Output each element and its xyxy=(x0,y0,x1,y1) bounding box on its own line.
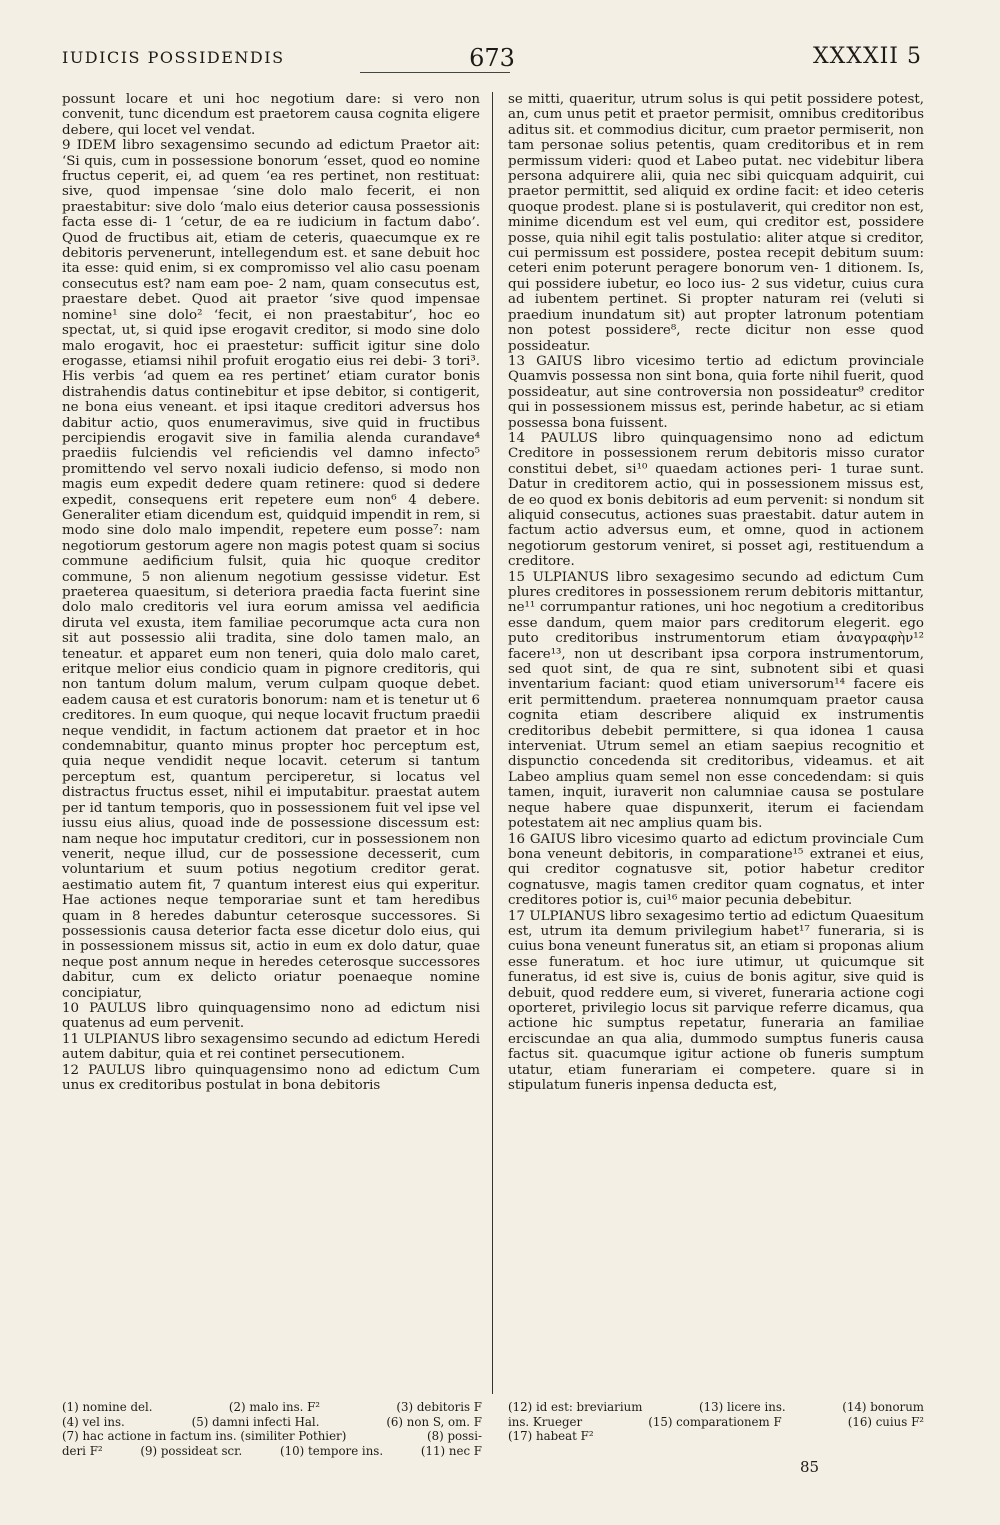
footnote: (6) non S, om. F xyxy=(386,1414,482,1429)
text-paragraph: 11 ULPIANUS libro sexagensimo secundo ad edictum Heredi autem dabitur, quia et rei continet persecutionem. xyxy=(62,1031,480,1063)
text-paragraph: 9 IDEM libro sexagensimo secundo ad edictum Praetor ait: ‘Si quis, cum in possessione bonorum ‘esset, quod eo nomine fructus ceperit, ei, ad quem ‘ea res pertinet, non restituat: sive, quod impensae ‘sine dolo malo fecerit, ei non praestabitur: sive dolo ‘malo eius deterior causa possessionis facta esse di- 1 ‘cetur, de ea re iudicium in factum dabo’. Quod de fructibus ait, etiam de ceteris, quaecumque ex re debitoris pervenerunt, intellegendum est. et sane debuit hoc ita esse: quid enim, si ex compromisso vel alio casu poenam consecutus est? nam eam poe- 2 nam, quam consecutus est, praestare debet. Quod ait praetor ‘sive quod impensae nomine¹ sine dolo² ‘fecit, ei non praestabitur’, hoc eo spectat, ut, si quid ipse erogavit creditor, si modo sine dolo malo erogavit, hoc ei praestetur: sufficit igitur sine dolo erogasse, etiamsi nihil profuit erogatio eius rei debi- 3 tori³. His verbis ‘ad quem ea res pertinet’ etiam curator bonis distrahendis datus continebitur et ipse debitor, si contigerit, ne bona eius veneant. et ipsi itaque creditori adversus hos dabitur actio, quos enumeravimus, sive quid in fructibus percipiendis erogavit sive in familia alenda curandave⁴ praediis fulciendis vel reficiendis vel damno infecto⁵ promittendo vel servo noxali iudicio defenso, si modo non magis eum expedit dedere quam retinere: quod si dedere expedit, consequens erit repetere eum non⁶ 4 debere. Generaliter etiam dicendum est, quidquid impendit in rem, si modo sine dolo malo impendit, repetere eum posse⁷: nam negotiorum gestorum agere non magis potest quam si socius commune aedificium fulsit, quia hic quoque creditor commune, 5 non alienum negotium gessisse videtur. Est praeterea quaesitum, si deteriora praedia facta fuerint sine dolo malo creditoris vel iura eorum amissa vel aedificia diruta vel exusta, item familiae pecorumque acta cura non sit aut possessio alii tradita, sine dolo tamen malo, an teneatur. et apparet eum non teneri, quia dolo malo caret, eritque melior eius condicio quam in pignore creditoris, qui non tantum dolum malum, verum culpam quoque debet. eadem causa et est curatoris bonorum: nam et is tenetur ut 6 creditores. In eum quoque, qui neque locavit fructum praedii neque vendidit, in factum actionem dat praetor et in hoc condemnabitur, quanto minus propter hoc perceptum est, quia neque vendidit neque locavit. ceterum si tantum perceptum est, quantum perciperetur, si locatus vel distractus fructus esset, nihil ei imputabitur. praestat autem per id tantum temporis, quo in possessionem fuit vel ipse vel iussu eius alius, quoad inde de possessione discessum est: nam neque hoc imputatur creditori, cur in possessionem non venerit, neque illud, cur de possessione decesserit, cum voluntarium et suum potius negotium creditor gerat. aestimatio autem fit, 7 quantum interest eius qui experitur. Hae actiones neque temporariae sunt et tam heredibus quam in 8 heredes dabuntur ceterosque successores. Si possessionis causa deterior facta esse dicetur dolo eius, qui in possessionem missus sit, actio in eum ex dolo datur, quae neque post annum neque in heredes ceterosque successores dabitur, cum ex delicto oriatur poenaeque nomine concipiatur, xyxy=(62,138,480,1001)
header-rule xyxy=(360,72,510,73)
text-paragraph: se mitti, quaeritur, utrum solus is qui petit possidere potest, an, cum unus petit et praetor permisit, omnibus creditoribus aditus sit. et commodius dicitur, cum praetor permiserit, non tam personae solius petentis, quam creditoribus et in rem permissum videri: quod et Labeo putat. nec videbitur libera persona adquirere alii, quia nec sibi quicquam adquirit, cui praetor permittit, sed aliquid ex ordine facit: et ideo ceteris quoque prodest. plane si is postulaverit, qui creditor non est, minime dicendum est vel eum, qui creditor est, possidere posse, quia nihil egit talis postulatio: aliter atque si creditor, cui permissum est possidere, postea recepit debitum suum: ceteri enim poterunt peragere bonorum ven- 1 ditionem. Is, qui possidere iubetur, eo loco ius- 2 sus videtur, cuius cura ad iubentem pertinet. Si propter naturam rei (veluti si praedium inundatum sit) aut propter latronum potentiam non potest possidere⁸, recte dicitur non esse quod possideatur. xyxy=(508,92,924,354)
footnote-row xyxy=(62,1400,482,1415)
footnote: (4) vel ins. xyxy=(62,1414,125,1429)
right-column xyxy=(508,92,924,1093)
footnote-row xyxy=(62,1429,482,1444)
footnote: (5) damni infecti Hal. xyxy=(191,1414,320,1429)
footnote: (14) bonorum xyxy=(842,1400,924,1414)
footnote: (1) nomine del. xyxy=(62,1400,153,1414)
footnotes-right xyxy=(508,1400,924,1444)
footnote-row xyxy=(62,1415,482,1430)
footnote: (3) debitoris F xyxy=(396,1400,482,1414)
footnote: (17) habeat F² xyxy=(508,1429,594,1444)
running-title: IUDICIS POSSIDENDIS xyxy=(62,48,285,67)
footnote: (2) malo ins. F² xyxy=(228,1400,321,1414)
text-paragraph: 14 PAULUS libro quinquagensimo nono ad edictum Creditore in possessionem rerum debitoris misso curator constitui debet, si¹⁰ quaedam actiones peri- 1 turae sunt. Datur in creditorem actio, qui in possessionem missus est, de eo quod ex bonis debitoris ad eum pervenit: si nondum sit aliquid consecutus, actiones suas praestabit. datur autem in factum actio adversus eum, et omne, quod in actionem negotiorum gestorum veniret, si posset agi, restituendum a creditore. xyxy=(508,430,924,570)
text-paragraph: 13 GAIUS libro vicesimo tertio ad edictum provinciale Quamvis possessa non sint bona, quia forte nihil fuerit, quod possideatur, aut sine controversia non possideatur⁹ creditor qui in possessionem missus est, perinde habetur, ac si etiam possessa bona fuissent. xyxy=(508,353,924,431)
text-paragraph: 12 PAULUS libro quinquagensimo nono ad edictum Cum unus ex creditoribus postulat in bona debitoris xyxy=(62,1062,480,1093)
footnote: (7) hac actione in factum ins. (similiter Pothier) xyxy=(62,1429,347,1444)
footnote: (13) licere ins. xyxy=(698,1400,786,1414)
footnote: deri F² xyxy=(62,1443,103,1458)
section-reference: XXXXII 5 xyxy=(812,44,922,69)
column-divider xyxy=(492,92,493,1394)
footnote-row xyxy=(508,1429,924,1444)
footnote-row xyxy=(62,1444,482,1459)
printer-signature-mark: 85 xyxy=(800,1458,820,1476)
text-paragraph: 15 ULPIANUS libro sexagesimo secundo ad edictum Cum plures creditores in possessionem rerum debitoris mittantur, ne¹¹ corrumpantur rationes, uni hoc negotium a creditoribus esse dandum, quem maior pars creditorum elegerit. ego puto creditoribus instrumentorum etiam ἀναγραφὴν¹² facere¹³, non ut describant ipsa corpora instrumentorum, sed quot sint, de qua re sint, subnotent sibi et quasi inventarium faciant: quod etiam universorum¹⁴ facere eis erit permittendum. praeterea nonnumquam praetor causa cognita etiam describere aliquid ex instrumentis creditoribus debebit permittere, si qua idonea 1 causa interveniat. Utrum semel an etiam saepius recognitio et dispunctio concedenda sit creditoribus, videamus. et ait Labeo amplius quam semel non esse concedendam: si quis tamen, inquit, iuraverit non calumniae causa se postulare neque habere quae dispunxerit, iterum ei faciendam potestatem ait nec amplius quam bis. xyxy=(508,569,924,832)
text-paragraph: possunt locare et uni hoc negotium dare: si vero non convenit, tunc dicendum est praetorem causa cognita eligere debere, qui locet vel vendat. xyxy=(62,92,480,138)
footnote: (15) comparationem F xyxy=(648,1414,782,1429)
left-column xyxy=(62,92,480,1093)
footnote: (16) cuius F² xyxy=(847,1414,924,1429)
footnote-row xyxy=(508,1400,924,1415)
footnote: (10) tempore ins. xyxy=(280,1443,384,1458)
page-number: 673 xyxy=(469,44,515,72)
footnote: ins. Krueger xyxy=(508,1414,583,1429)
footnote: (12) id est: breviarium xyxy=(508,1400,643,1414)
footnote-row xyxy=(508,1415,924,1430)
footnotes-left xyxy=(62,1400,482,1458)
footnote: (8) possi- xyxy=(427,1429,482,1444)
text-paragraph: 10 PAULUS libro quinquagensimo nono ad edictum nisi quatenus ad eum pervenit. xyxy=(62,1000,480,1032)
text-paragraph: 17 ULPIANUS libro sexagesimo tertio ad edictum Quaesitum est, utrum ita demum privilegium habet¹⁷ funeraria, si is cuius bona veneunt funeratus sit, an etiam si proponas alium esse funeratum. et hoc iure utimur, ut quicumque sit funeratus, id est sive is, cuius de bonis agitur, sive quid is debuit, quod reddere eum, si viveret, funeraria actione cogi oporteret, privilegio locus sit parvique referre dicamus, qua actione hic sumptus repetatur, funeraria an familiae erciscundae an qua alia, dummodo sumptus funeris causa factus sit. quacumque igitur actione ob funeris sumptum utatur, etiam funerariam ei competere. quare si in stipulatum funeris inpensa deducta est, xyxy=(508,908,924,1093)
text-paragraph: 16 GAIUS libro vicesimo quarto ad edictum provinciale Cum bona veneunt debitoris, in comparatione¹⁵ extranei et eius, qui creditor cognatusve sit, potior habetur creditor cognatusve, magis tamen creditor quam cognatus, et inter creditores potior is, cui¹⁶ maior pecunia debebitur. xyxy=(508,831,924,909)
footnote: (9) possideat scr. xyxy=(140,1443,243,1458)
footnote: (11) nec F xyxy=(420,1443,482,1458)
running-header xyxy=(62,44,922,84)
